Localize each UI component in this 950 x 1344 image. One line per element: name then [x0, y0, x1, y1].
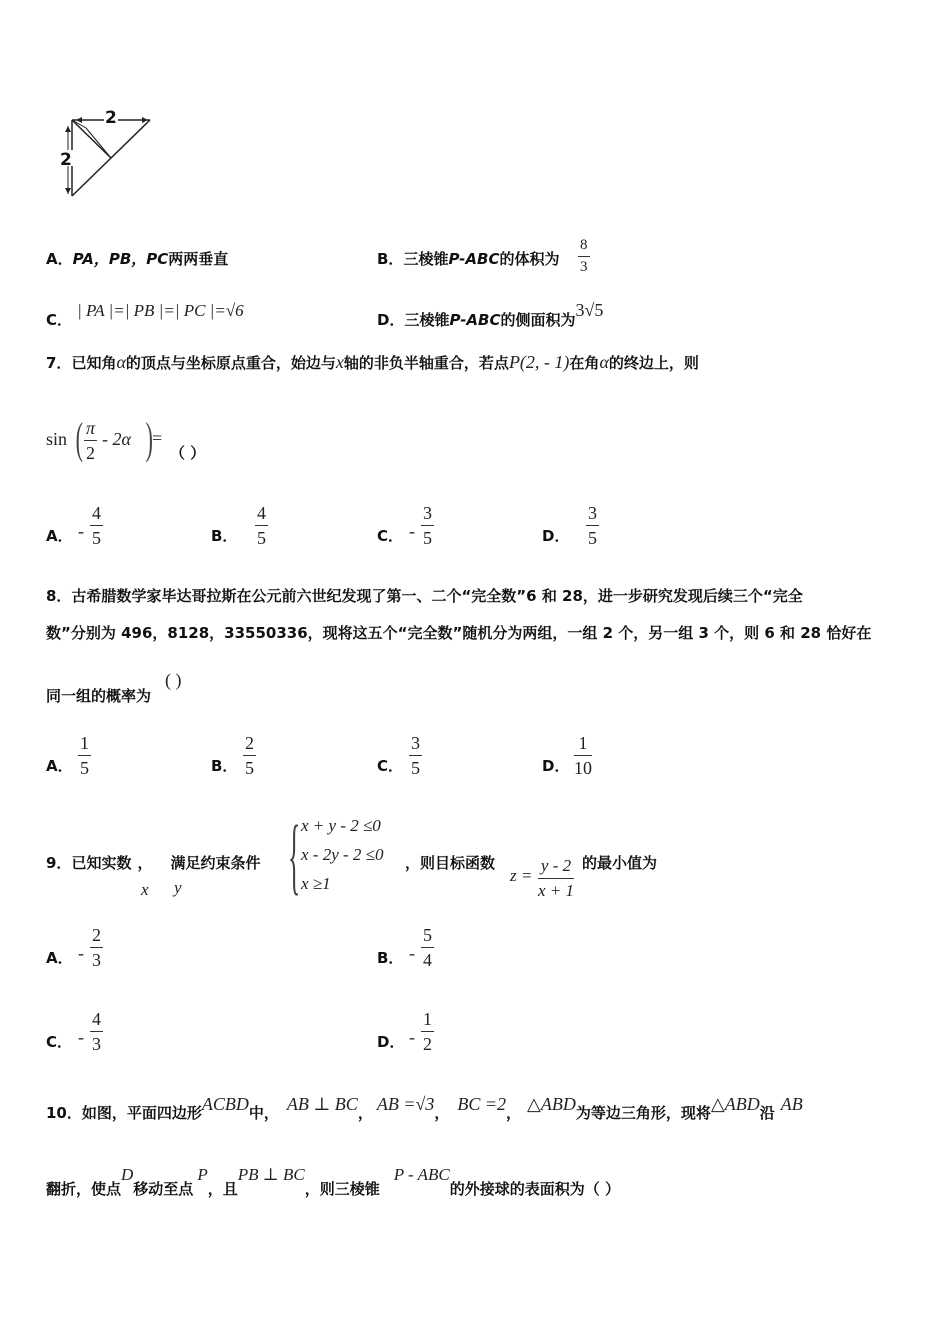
denominator: 5: [245, 758, 254, 778]
option-label: A．: [46, 527, 73, 545]
q9-option[interactable]: [46, 925, 166, 975]
q6-b-suffix: 的体积为: [499, 250, 560, 268]
q7-option[interactable]: [211, 503, 331, 553]
option-label: C．: [377, 527, 404, 545]
option-fraction: [243, 733, 256, 778]
option-label: C．: [46, 1033, 73, 1051]
denominator: 5: [80, 758, 89, 778]
denominator: 5: [411, 758, 420, 778]
answer-blank: （ ）: [170, 444, 206, 462]
ab-length: AB =√3: [376, 1094, 435, 1114]
option-fraction: [90, 925, 103, 970]
q10-text: ，: [357, 1104, 373, 1122]
segment-ab: AB: [780, 1094, 803, 1114]
q6-b-var: P-ABC: [448, 250, 500, 268]
option-fraction: [421, 925, 434, 970]
alpha-symbol: α: [116, 352, 126, 372]
denominator: 5: [257, 528, 266, 548]
question-number: 9．: [46, 854, 72, 872]
point-p: P: [197, 1165, 208, 1184]
q6-option-d[interactable]: [377, 300, 604, 329]
numerator: 3: [588, 503, 597, 523]
q6-option-c[interactable]: [46, 300, 244, 329]
pi-over-2: [84, 418, 97, 463]
option-label: B．: [211, 757, 238, 775]
q10-text: ，则三棱锥: [304, 1180, 380, 1198]
figure-top-label: 2: [105, 108, 117, 128]
denominator: 3: [92, 1034, 101, 1054]
numerator: 3: [423, 503, 432, 523]
option-label: D．: [377, 311, 405, 329]
z-equals: z =: [510, 866, 533, 885]
q7-option[interactable]: [46, 503, 166, 553]
triangle-abd: △ABD: [527, 1094, 576, 1114]
option-fraction: [574, 733, 592, 778]
numerator: 5: [423, 925, 432, 945]
q7-text: 在角: [569, 354, 600, 372]
figure-side-label: 2: [60, 150, 72, 170]
option-sign: -: [409, 521, 415, 541]
denominator: 10: [574, 758, 592, 778]
numerator: 4: [92, 1009, 101, 1029]
q10-line1: [46, 1094, 803, 1122]
bc-length: BC =2: [457, 1094, 507, 1114]
q6-option-a[interactable]: [46, 248, 228, 269]
q6-b-fraction: [578, 237, 590, 276]
constraint-2: x - 2y - 2 ≤0: [301, 845, 384, 864]
minus-2-alpha: - 2α: [102, 429, 131, 449]
q6-option-b[interactable]: [377, 248, 559, 269]
denominator: 4: [423, 950, 432, 970]
denominator: 3: [92, 950, 101, 970]
option-label: A．: [46, 757, 73, 775]
q9-option[interactable]: [377, 1009, 497, 1059]
denominator: 2: [423, 1034, 432, 1054]
pi-symbol: π: [86, 418, 96, 438]
left-paren: (: [75, 414, 83, 463]
q9-option[interactable]: [377, 925, 497, 975]
point-p: P(2, - 1): [508, 352, 570, 372]
equals-sign: =: [152, 428, 163, 448]
q10-text: 的外接球的表面积为（ ）: [449, 1180, 620, 1198]
q10-text: ，: [434, 1104, 450, 1122]
option-fraction: [90, 503, 103, 548]
q8-option[interactable]: [542, 733, 662, 783]
denominator: 2: [86, 443, 96, 463]
option-label: A．: [46, 949, 73, 967]
option-sign: -: [409, 1027, 415, 1047]
option-fraction: [409, 733, 422, 778]
q9-text: 满足约束条件: [170, 854, 261, 872]
constraint-3: x ≥1: [301, 874, 331, 893]
x-symbol: x: [335, 352, 344, 372]
pb-perp-bc: PB ⊥ BC: [237, 1165, 305, 1184]
option-label: C．: [377, 757, 404, 775]
denominator: 5: [92, 528, 101, 548]
q7-text: 已知角: [71, 354, 117, 372]
q7-text: 的终边上，则: [608, 354, 699, 372]
option-label: D．: [542, 757, 570, 775]
numerator: 1: [578, 733, 588, 753]
q10-text: 为等边三角形，现将: [575, 1104, 711, 1122]
q9-text: ，则目标函数: [405, 854, 496, 872]
option-fraction: [90, 1009, 103, 1054]
option-label: B．: [377, 250, 404, 268]
numerator: y - 2: [540, 856, 572, 875]
option-label: D．: [377, 1033, 405, 1051]
q8-line3: 同一组的概率为: [46, 687, 152, 705]
q9-text: ，: [137, 854, 153, 872]
numerator: 3: [411, 733, 420, 753]
constraint-1: x + y - 2 ≤0: [301, 816, 381, 835]
numerator: 2: [92, 925, 101, 945]
q6-d-suffix: 的侧面积为: [500, 311, 576, 329]
numerator: 1: [80, 733, 89, 753]
q9-text: 的最小值为: [582, 854, 658, 872]
option-fraction: [421, 503, 434, 548]
q7-stem: [46, 352, 699, 373]
quad-acbd: ACBD: [201, 1094, 249, 1114]
denominator: x + 1: [538, 881, 575, 900]
q8-line1: 8．古希腊数学家毕达哥拉斯在公元前六世纪发现了第一、二个“完全数”6 和 28，进一步研究发现后续三个“完全: [46, 587, 803, 605]
point-d: D: [121, 1165, 134, 1184]
q10-text: ，且: [207, 1180, 238, 1198]
q8-option[interactable]: [46, 733, 166, 783]
q6-a-suffix: 两两垂直: [168, 250, 229, 268]
q9-option[interactable]: [46, 1009, 166, 1059]
option-label: B．: [211, 527, 238, 545]
right-paren: ): [145, 414, 153, 463]
q6-d-var: P-ABC: [449, 311, 501, 329]
q6-b-prefix: 三棱锥: [403, 250, 449, 268]
option-label: C．: [46, 311, 73, 329]
option-fraction: [586, 503, 599, 548]
q9-text: 已知实数: [71, 854, 132, 872]
denominator: 3: [580, 259, 588, 275]
q8-line2: 数”分别为 496，8128，33550336，现将这五个“完全数”随机分为两组，一组 2 个，另一组 3 个，则 6 和 28 恰好在: [46, 624, 872, 642]
option-sign: -: [78, 1027, 84, 1047]
pyramid-pabc: P - ABC: [393, 1165, 450, 1184]
numerator: 4: [92, 503, 101, 523]
question-number: 7．: [46, 354, 72, 372]
system-brace: {: [288, 807, 301, 903]
q7-text: 轴的非负半轴重合，若点: [343, 354, 509, 372]
sin-function: sin: [46, 429, 68, 449]
q6-d-prefix: 三棱锥: [404, 311, 450, 329]
q7-option[interactable]: [377, 503, 497, 553]
numerator: 8: [580, 237, 588, 253]
q10-line2: [46, 1164, 620, 1198]
option-sign: -: [78, 521, 84, 541]
q10-text: 中，: [248, 1104, 279, 1122]
q9-stem: [46, 852, 260, 873]
numerator: 2: [245, 733, 254, 753]
q10-text: ，: [506, 1104, 522, 1122]
q6-a-vars: PA，PB，PC: [72, 250, 169, 268]
option-fraction: [255, 503, 268, 548]
q8-option[interactable]: [211, 733, 331, 783]
numerator: 1: [423, 1009, 432, 1029]
q10-text: 10．如图，平面四边形: [46, 1104, 202, 1122]
option-label: B．: [377, 949, 404, 967]
ab-perp-bc: AB ⊥ BC: [286, 1094, 358, 1114]
q8-option[interactable]: [377, 733, 497, 783]
var-x: x: [141, 880, 149, 899]
q10-text: 移动至点: [133, 1180, 194, 1198]
objective-fraction: [538, 856, 574, 901]
denominator: 5: [588, 528, 597, 548]
alpha-symbol: α: [599, 352, 609, 372]
triangle-abd: △ABD: [710, 1094, 760, 1114]
q8-answer-blank: ( ): [165, 670, 182, 690]
numerator: 4: [257, 503, 266, 523]
q7-text: 的顶点与坐标原点重合，始边与: [125, 354, 336, 372]
q6-d-value: 3√5: [575, 300, 604, 320]
option-label: D．: [542, 527, 570, 545]
q10-text: 翻折，使点: [46, 1180, 122, 1198]
option-label: A．: [46, 250, 73, 268]
option-fraction: [421, 1009, 434, 1054]
denominator: 5: [423, 528, 432, 548]
option-fraction: [78, 733, 91, 778]
option-sign: -: [409, 943, 415, 963]
q10-text: 沿: [759, 1104, 775, 1122]
option-sign: -: [78, 943, 84, 963]
q6-c-expr: | PA |=| PB |=| PC |=√6: [77, 301, 244, 320]
q7-option[interactable]: [542, 503, 662, 553]
var-y: y: [174, 878, 182, 897]
